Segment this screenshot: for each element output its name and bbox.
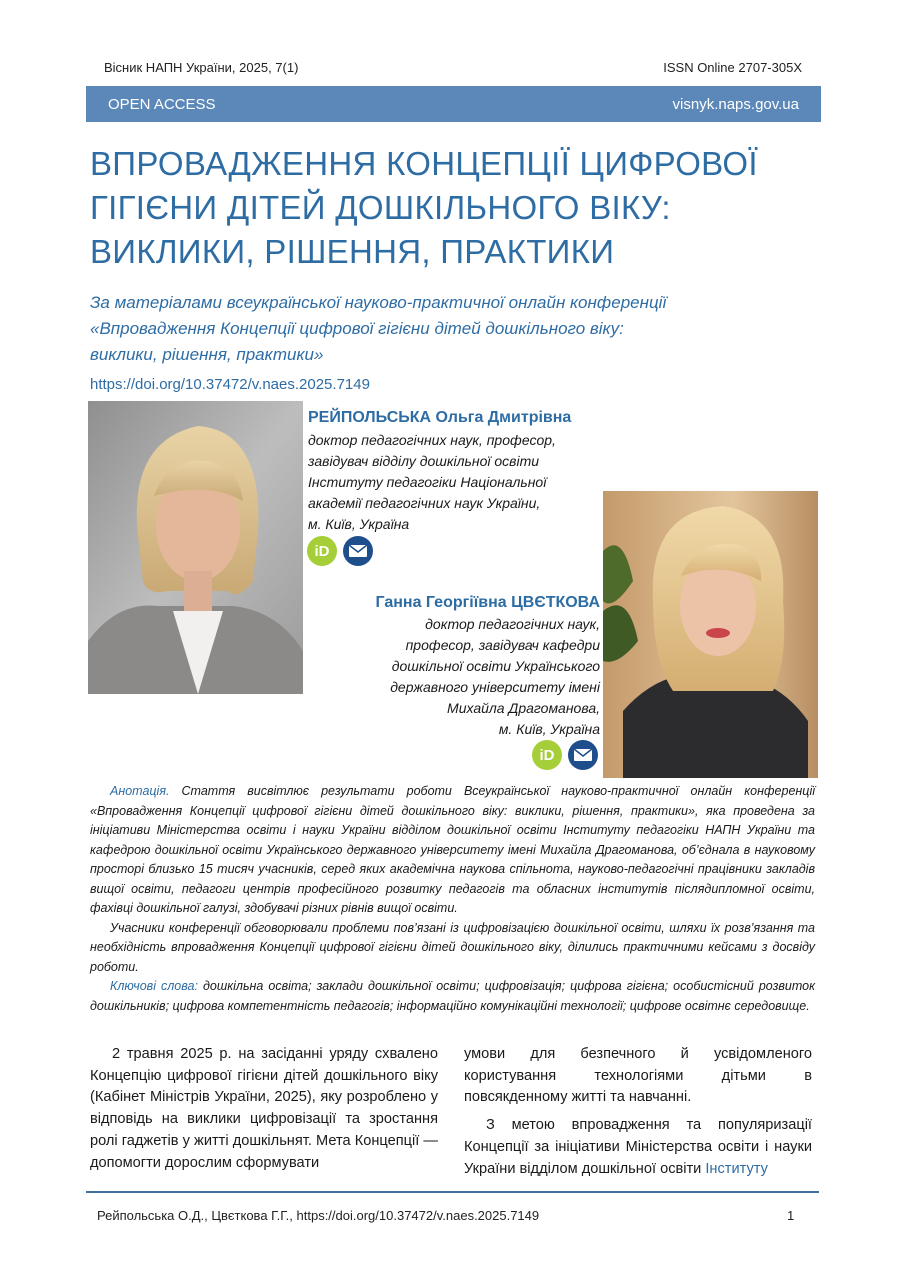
article-subtitle <box>90 290 810 368</box>
keywords-text: дошкільна освіта; заклади дошкільної освіти; цифровізація; цифрова гігієна; особистісний розвиток дошкільників; цифрова компетентність педагогів; інформаційно комунікаційні технології; цифрове освітнє середовище. <box>90 979 815 1013</box>
subtitle-line: виклики, рішення, практики» <box>90 345 324 364</box>
author2-line: Михайла Драгоманова, <box>447 700 600 716</box>
author1-photo <box>88 401 303 694</box>
author2-line: державного університету імені <box>390 679 600 695</box>
journal-name: Вісник НАПН України, 2025, 7(1) <box>104 60 299 75</box>
issn: ISSN Online 2707-305X <box>663 60 802 75</box>
abstract-paragraph-2: Учасники конференції обговорювали проблеми пов’язані із цифровізацією дошкільної освіти, шляхи їх розв’язання та необхідність впровадження Концепції цифрової гігієни дітей дошкільного віку, ділились практичними кейсами з досвіду роботи. <box>90 920 815 974</box>
mail-icon[interactable] <box>343 536 373 566</box>
author1-line: доктор педагогічних наук, професор, <box>308 432 556 448</box>
abstract-paragraph <box>90 782 815 919</box>
author2-line: дошкільної освіти Українського <box>391 658 600 674</box>
body-paragraph: умови для безпечного й усвідомленого користування технологіями дітьми в повсякденному житті та навчанні. <box>464 1046 812 1106</box>
author2-icons <box>532 740 598 770</box>
author1-name: РЕЙПОЛЬСЬКА Ольга Дмитрівна <box>308 409 572 426</box>
author1-line: академії педагогічних наук України, <box>308 495 541 511</box>
author1-line: м. Київ, Україна <box>308 516 410 532</box>
abstract-section <box>90 782 815 1016</box>
footer-divider <box>86 1191 819 1193</box>
body-column-right <box>464 1044 812 1180</box>
body-paragraph <box>464 1115 812 1180</box>
title-line: ВПРОВАДЖЕННЯ КОНЦЕПЦІЇ ЦИФРОВОЇ <box>90 145 758 182</box>
footer-citation: Рейпольська О.Д., Цвєткова Г.Г., https://doi.org/10.37472/v.naes.2025.7149 <box>97 1208 540 1223</box>
subtitle-line: За матеріалами всеукраїнської науково-практичної онлайн конференції <box>90 293 667 312</box>
author2-name: Ганна Георгіївна ЦВЄТКОВА <box>375 594 600 611</box>
title-line: ГІГІЄНИ ДІТЕЙ ДОШКІЛЬНОГО ВІКУ: <box>90 189 671 226</box>
keywords-paragraph <box>90 977 815 1016</box>
author1-affiliation <box>308 430 556 535</box>
title-line: ВИКЛИКИ, РІШЕННЯ, ПРАКТИКИ <box>90 233 615 270</box>
subtitle-line: «Впровадження Концепції цифрової гігієни дітей дошкільного віку: <box>90 319 624 338</box>
body-paragraph: 2 травня 2025 р. на засіданні уряду схвалено Концепцію цифрової гігієни дітей дошкільного віку (Кабінет Міністрів України, 2025), яку розроблено у відповідь на виклики цифровізації та зростання ролі гаджетів у житті дошкільнят. Мета Концепції — допомогти дорослим сформувати <box>90 1046 438 1171</box>
open-access-band <box>86 86 821 122</box>
author1-icons <box>307 536 373 566</box>
page-number: 1 <box>787 1208 795 1223</box>
author1-line: Інституту педагогіки Національної <box>308 474 547 490</box>
body-text: З метою впровадження та популяризації Концепції за ініціативи Міністерства освіти і науки України відділом дошкільної освіти <box>464 1117 812 1177</box>
orcid-icon[interactable]: iD <box>307 536 337 566</box>
author2-photo <box>603 491 818 778</box>
author2-line: м. Київ, Україна <box>498 721 600 737</box>
author2-line: професор, завідувач кафедри <box>405 637 600 653</box>
keywords-label: Ключові слова: <box>110 979 198 993</box>
mail-icon[interactable] <box>568 740 598 770</box>
article-title <box>90 142 810 274</box>
doi-link[interactable]: https://doi.org/10.37472/v.naes.2025.7149 <box>90 376 370 393</box>
website-link[interactable]: visnyk.naps.gov.ua <box>672 95 799 113</box>
institute-link[interactable]: Інституту <box>705 1160 768 1177</box>
author2-affiliation <box>390 614 600 740</box>
author1-line: завідувач відділу дошкільної освіти <box>308 453 540 469</box>
open-access-label: OPEN ACCESS <box>108 95 216 113</box>
abstract-label: Анотація. <box>110 784 170 798</box>
author2-line: доктор педагогічних наук, <box>425 616 600 632</box>
body-column-left <box>90 1044 438 1174</box>
orcid-icon[interactable]: iD <box>532 740 562 770</box>
abstract-text: Стаття висвітлює результати роботи Всеукраїнської науково-практичної онлайн конференції «Впровадження Концепції цифрової гігієни дітей дошкільного віку: виклики, рішення, практики», яка проведена за ініціативи Міністерства освіти і науки України відділом дошкільної освіти Інституту педагогіки НАПН України та кафедрою дошкільної освіти Українського державного університету імені Михайла Драгоманова, об’єднала в науковому просторі близько 15 тисяч учасників, серед яких академічна наукова спільнота, науково-педагогічні працівники закладів вищої освіти, педагоги центрів професійного розвитку педагогів та обласних інститутів післядипломної освіти, фахівці дошкільної галузі, здобувачі різних рівнів вищої освіти. <box>90 784 815 915</box>
